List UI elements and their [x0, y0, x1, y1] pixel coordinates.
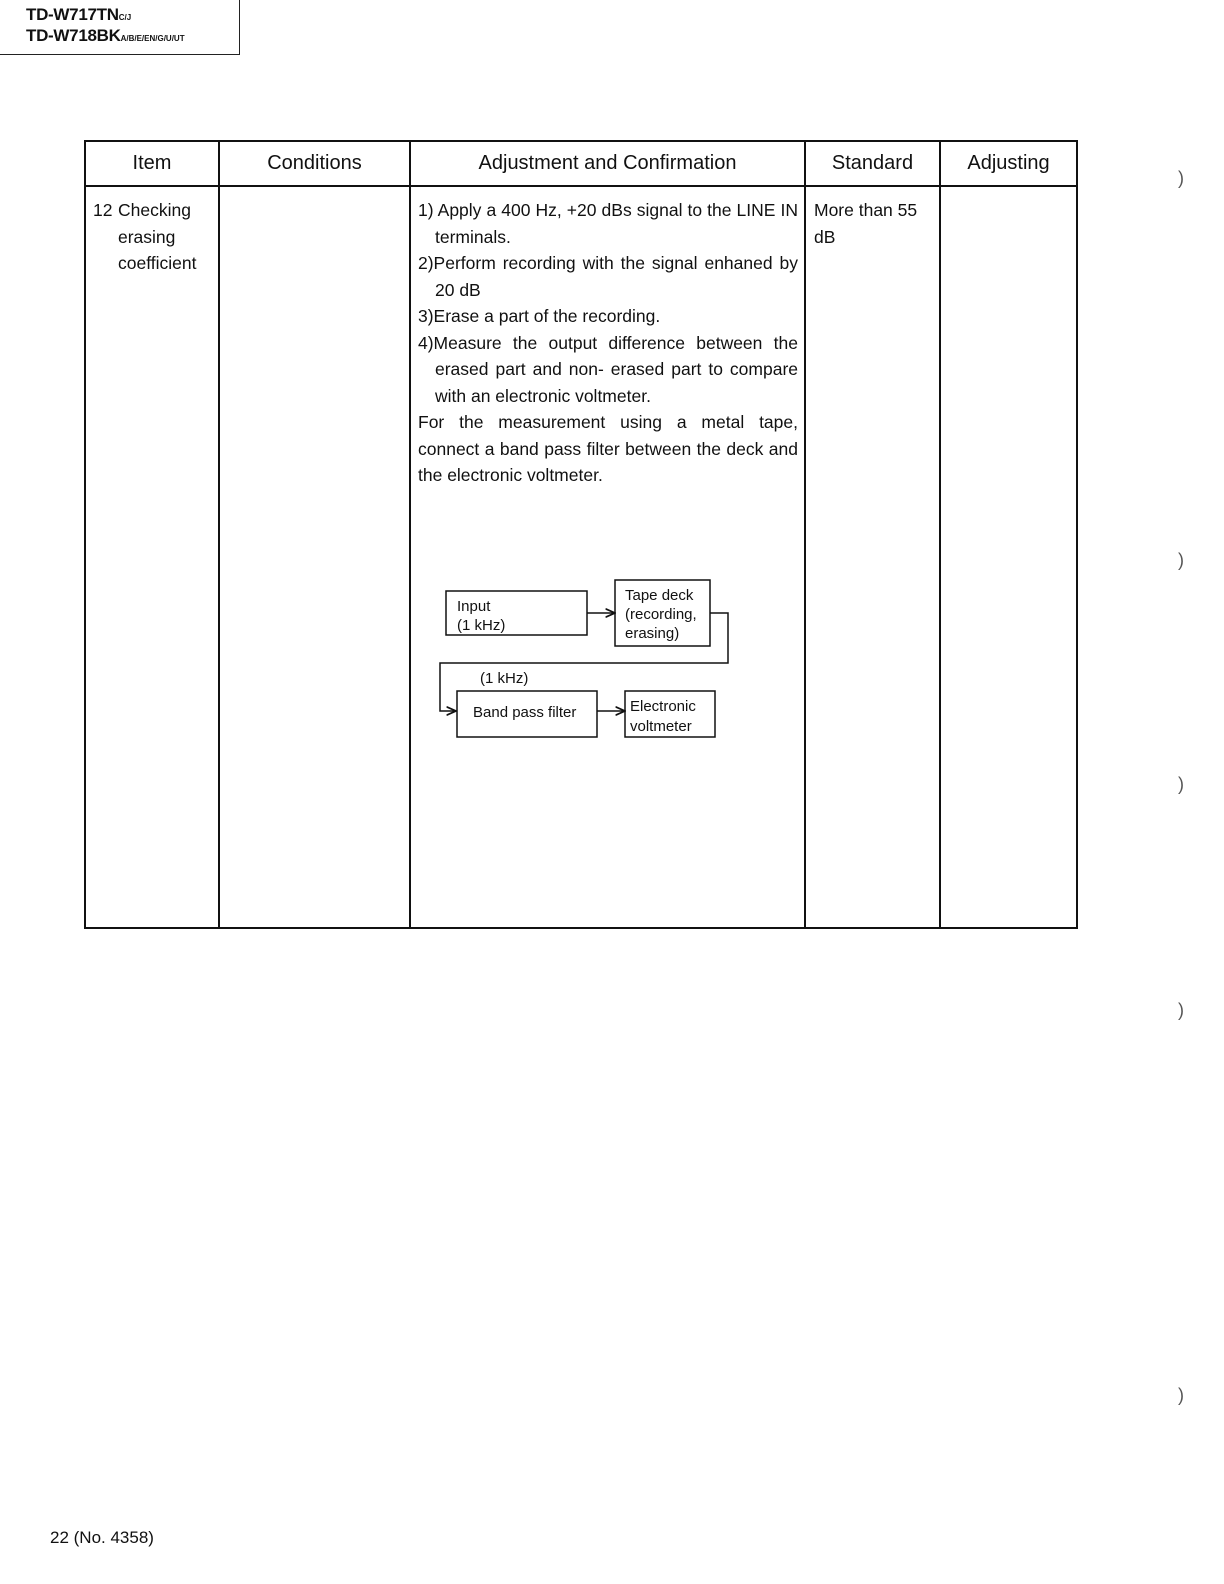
item-line-2: erasing	[118, 226, 176, 247]
col-header-adjusting: Adjusting	[940, 141, 1077, 186]
item-number: 12	[93, 200, 113, 220]
voltmeter-label-1: Electronic	[630, 697, 696, 715]
binding-mark: )	[1178, 550, 1184, 570]
col-header-adjustment: Adjustment and Confirmation	[410, 141, 805, 186]
item-line-3: coefficient	[118, 253, 197, 273]
metal-tape-note: For the measurement using a metal tape, connect a band pass filter between the deck and the electronic voltmeter.	[418, 412, 798, 485]
item-cell	[85, 186, 219, 928]
col-header-item: Item	[85, 141, 219, 186]
block-diagram	[432, 569, 732, 744]
model-1-suffix: C/J	[118, 13, 132, 22]
table-header-row	[85, 141, 1077, 186]
model-line-1	[26, 6, 239, 27]
binding-mark: )	[1178, 168, 1184, 188]
model-1: TD-W717TN	[26, 5, 119, 24]
step-4: 4)Measure the output difference between the erased part and non- erased part to compare with an electronic voltmeter.	[418, 332, 798, 406]
adjusting-cell	[940, 186, 1077, 928]
signal-label: (1 kHz)	[480, 669, 529, 687]
binding-mark: )	[1178, 1000, 1184, 1020]
standard-cell: More than 55 dB	[805, 186, 940, 928]
model-header	[0, 0, 240, 55]
step-2: 2)Perform recording with the signal enhaned by 20 dB	[418, 253, 798, 300]
model-2: TD-W718BK	[26, 26, 121, 45]
page-number: 22 (No. 4358)	[50, 1528, 154, 1547]
binding-mark: )	[1178, 774, 1184, 794]
band-pass-filter-label: Band pass filter	[473, 703, 577, 721]
col-header-conditions: Conditions	[219, 141, 410, 186]
item-title-line	[93, 197, 214, 224]
conditions-cell	[219, 186, 410, 928]
input-label-2: (1 kHz)	[457, 616, 506, 634]
model-line-2	[26, 27, 239, 48]
binding-mark: )	[1178, 1385, 1184, 1405]
adjustment-cell	[410, 186, 805, 928]
input-label-1: Input	[457, 597, 491, 615]
step-3: 3)Erase a part of the recording.	[418, 306, 661, 326]
model-2-suffix: A/B/E/EN/G/U/UT	[120, 34, 185, 43]
table-row	[85, 186, 1077, 928]
tape-deck-label-1: Tape deck	[625, 586, 694, 604]
step-1: 1) Apply a 400 Hz, +20 dBs signal to the LINE IN terminals.	[418, 200, 798, 247]
item-line-1: Checking	[118, 200, 191, 220]
adjustment-table	[84, 140, 1078, 929]
voltmeter-label-2: voltmeter	[630, 717, 692, 735]
tape-deck-label-2: (recording,	[625, 605, 697, 623]
col-header-standard: Standard	[805, 141, 940, 186]
tape-deck-label-3: erasing)	[625, 624, 680, 642]
